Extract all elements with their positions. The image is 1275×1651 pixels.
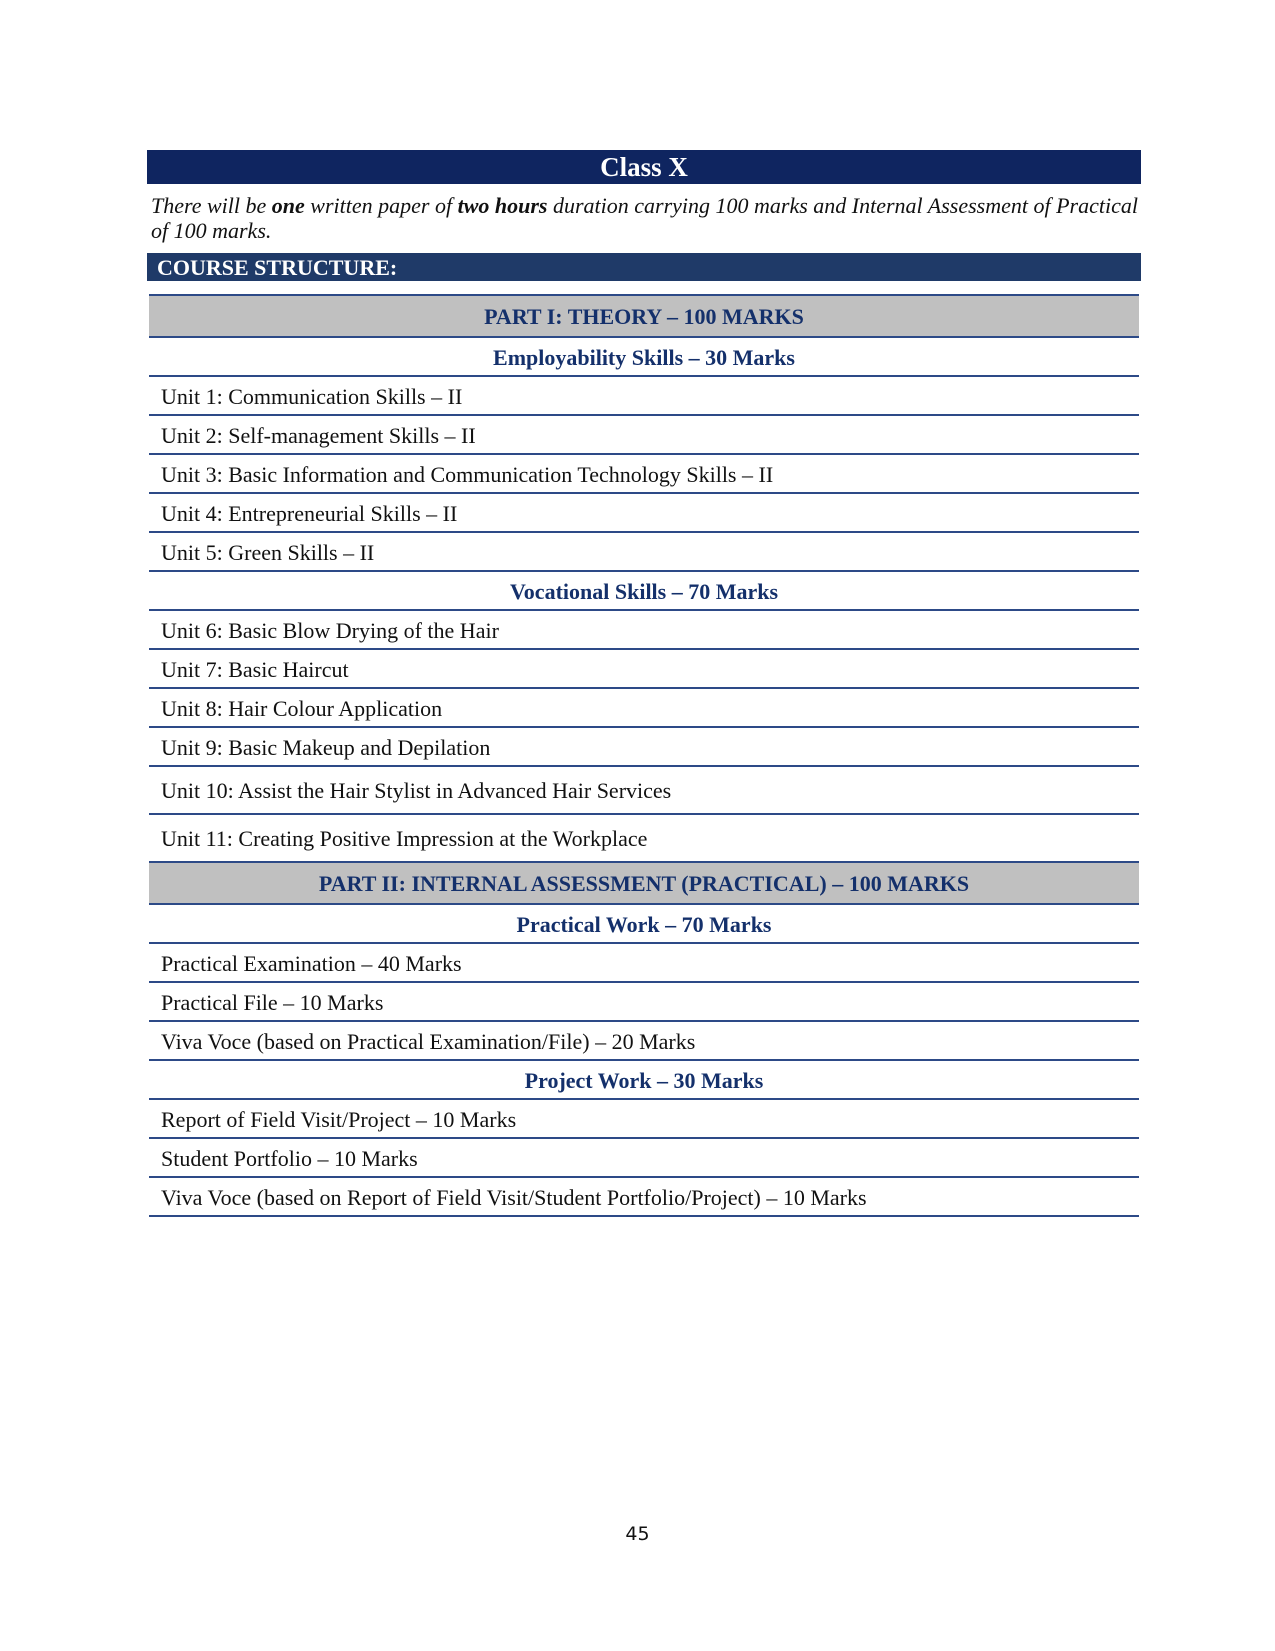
intro-paragraph <box>147 193 1141 243</box>
table-row: Student Portfolio – 10 Marks <box>149 1139 1139 1178</box>
table-row: Unit 2: Self-management Skills – II <box>149 416 1139 455</box>
part2-title-row: PART II: INTERNAL ASSESSMENT (PRACTICAL) – 100 MARKS <box>149 863 1139 905</box>
course-structure-heading: COURSE STRUCTURE: <box>147 253 1141 281</box>
practical-section-row: Practical Work – 70 Marks <box>149 905 1139 944</box>
document-page <box>147 150 1141 1217</box>
page-number: 45 <box>625 1523 650 1545</box>
intro-bold-2: two hours <box>457 193 548 218</box>
vocational-section-row: Vocational Skills – 70 Marks <box>149 572 1139 611</box>
part1-title-row: PART I: THEORY – 100 MARKS <box>149 296 1139 338</box>
table-row: Unit 8: Hair Colour Application <box>149 689 1139 728</box>
table-row: Unit 1: Communication Skills – II <box>149 377 1139 416</box>
table-row: Unit 6: Basic Blow Drying of the Hair <box>149 611 1139 650</box>
table-row: Viva Voce (based on Report of Field Visit/Student Portfolio/Project) – 10 Marks <box>149 1178 1139 1217</box>
class-title-banner: Class X <box>147 150 1141 184</box>
table-row: Unit 4: Entrepreneurial Skills – II <box>149 494 1139 533</box>
table-row: Report of Field Visit/Project – 10 Marks <box>149 1100 1139 1139</box>
project-section-row: Project Work – 30 Marks <box>149 1061 1139 1100</box>
table-row: Unit 7: Basic Haircut <box>149 650 1139 689</box>
table-row: Unit 5: Green Skills – II <box>149 533 1139 572</box>
table-row: Unit 11: Creating Positive Impression at the Workplace <box>149 815 1139 863</box>
table-row: Viva Voce (based on Practical Examination/File) – 20 Marks <box>149 1022 1139 1061</box>
table-row: Practical Examination – 40 Marks <box>149 944 1139 983</box>
intro-text-3: duration carrying 100 marks and Internal Assessment of Practical of 100 marks. <box>151 193 1138 243</box>
intro-text-1: There will be <box>151 193 272 218</box>
intro-text-2: written paper of <box>304 193 458 218</box>
table-row: Practical File – 10 Marks <box>149 983 1139 1022</box>
course-structure-table <box>149 294 1139 1217</box>
table-row: Unit 3: Basic Information and Communication Technology Skills – II <box>149 455 1139 494</box>
table-row: Unit 10: Assist the Hair Stylist in Advanced Hair Services <box>149 767 1139 815</box>
table-row: Unit 9: Basic Makeup and Depilation <box>149 728 1139 767</box>
intro-bold-1: one <box>271 193 305 218</box>
employability-section-row: Employability Skills – 30 Marks <box>149 338 1139 377</box>
